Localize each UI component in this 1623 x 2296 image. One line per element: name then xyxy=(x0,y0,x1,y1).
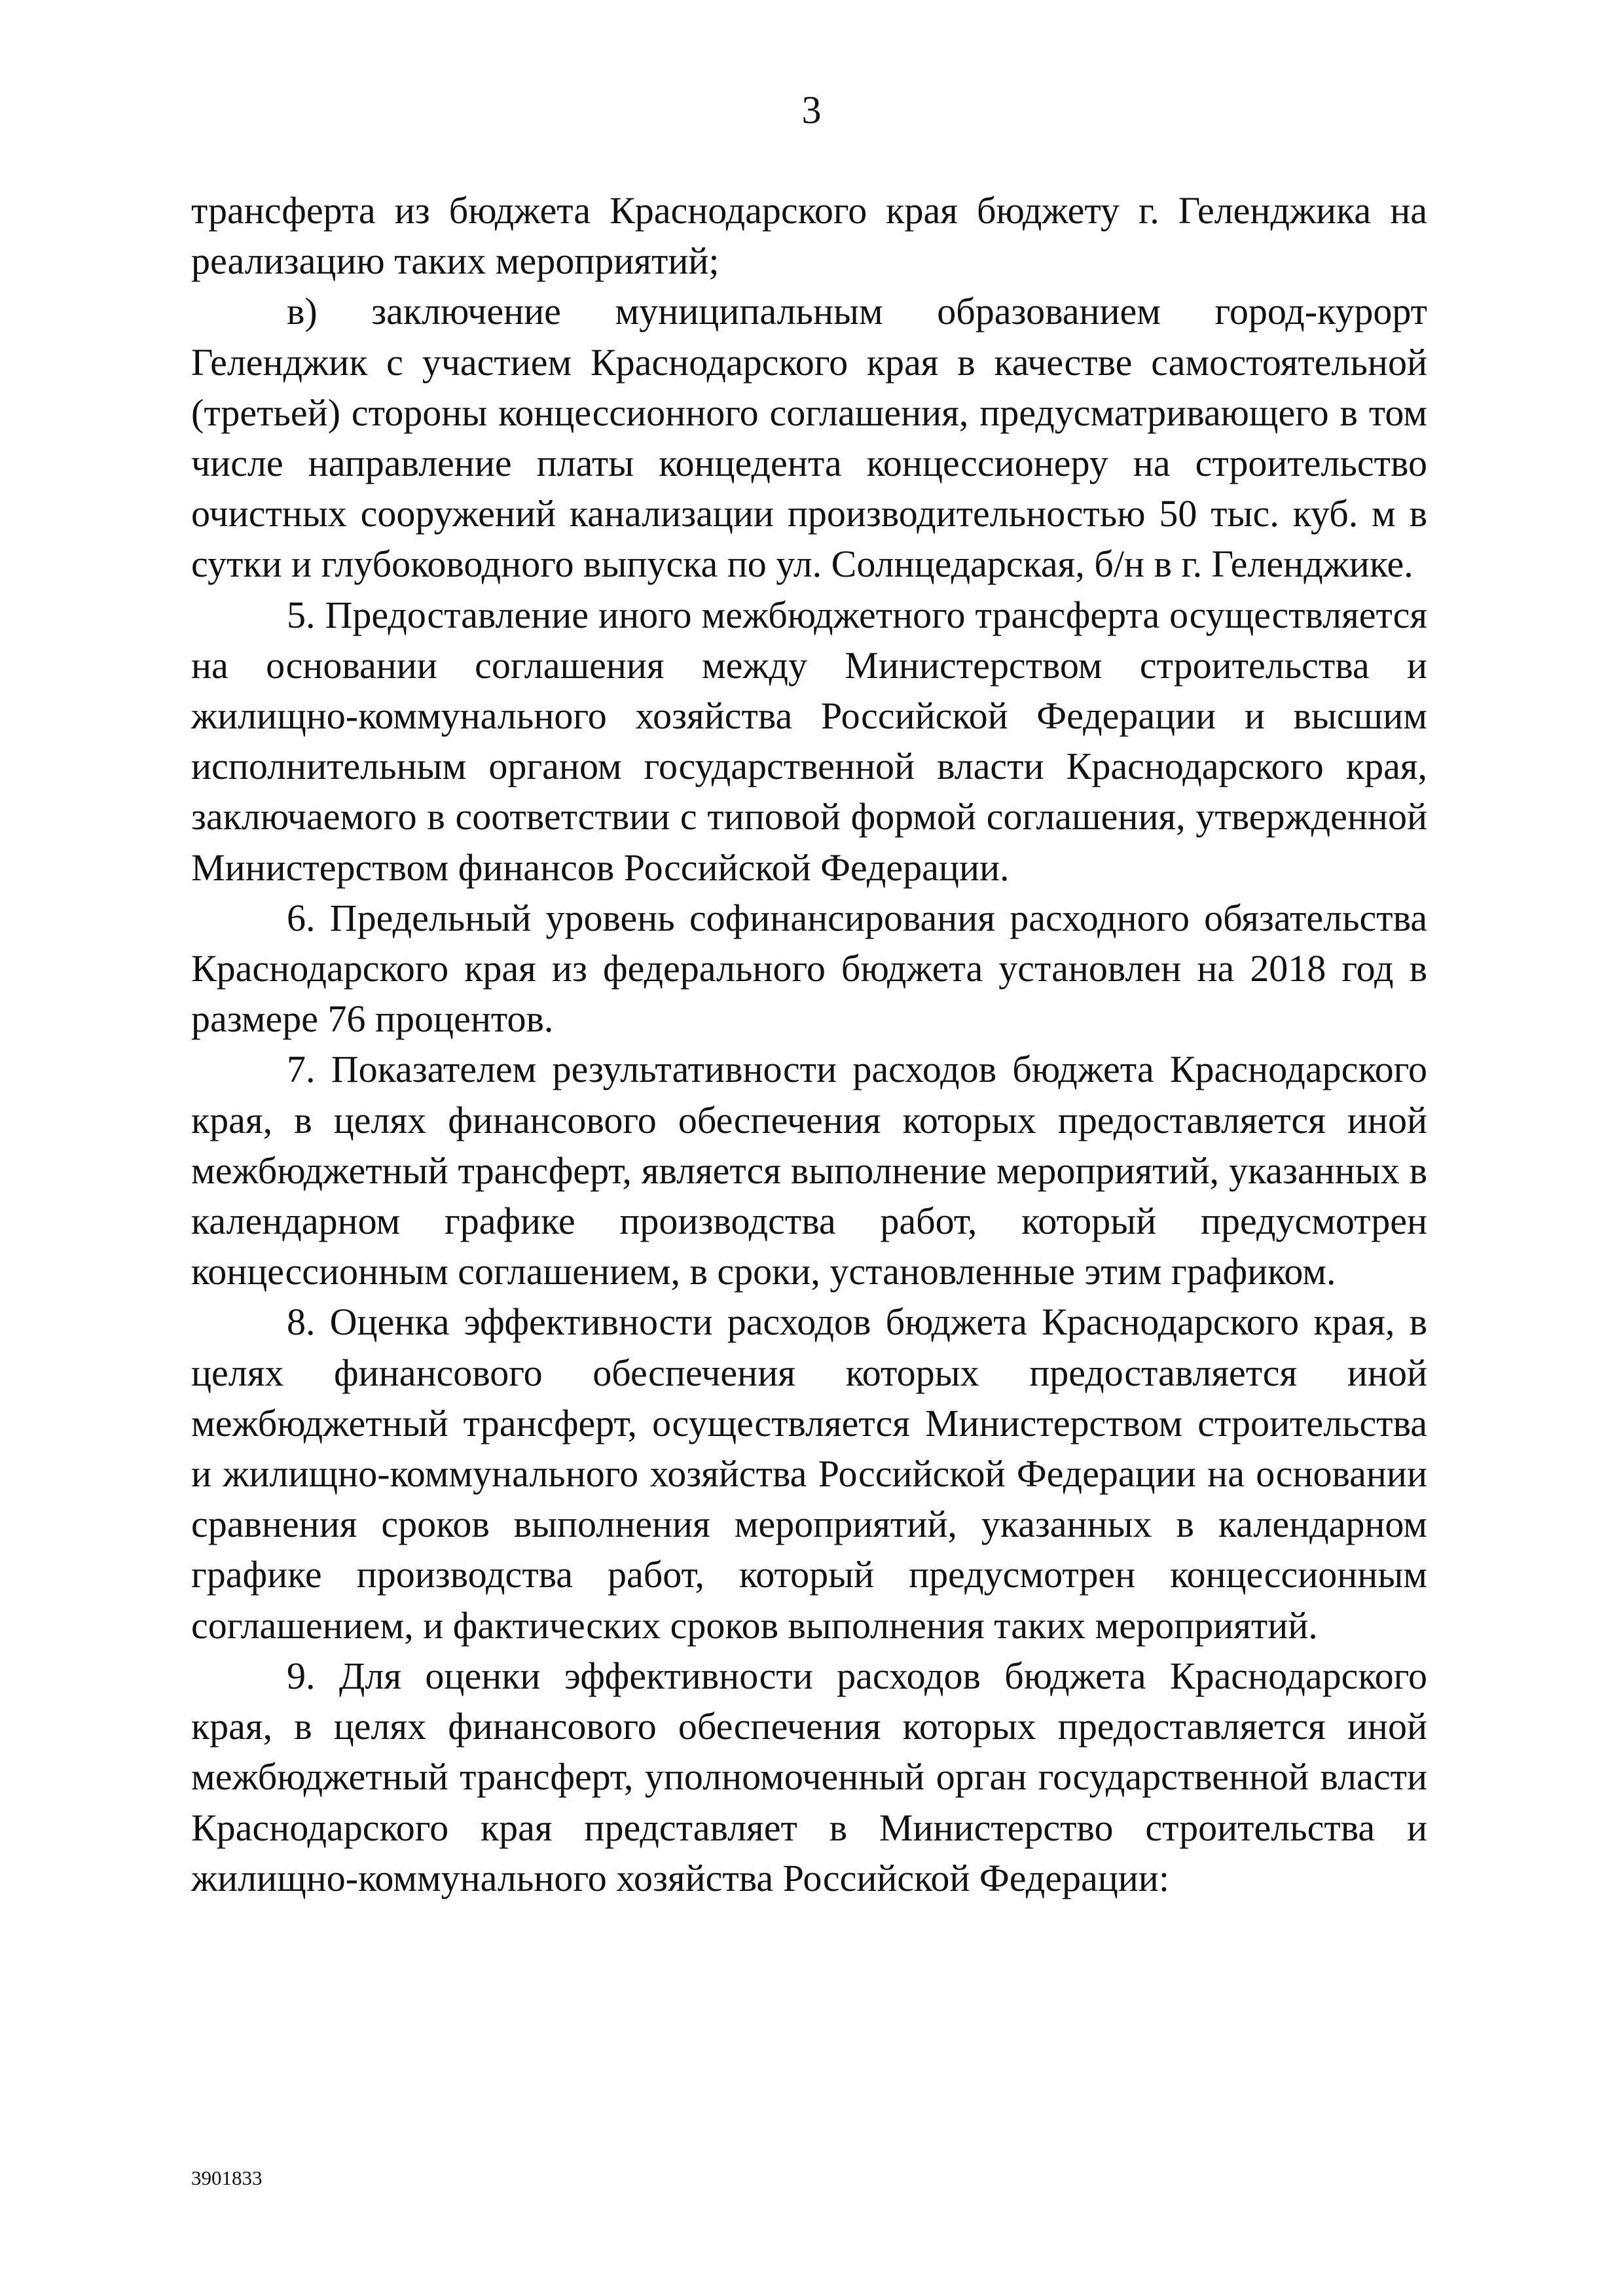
paragraph-8: 8. Оценка эффективности расходов бюджета Краснодарского края, в целях финансового обеспечения которых предоставляется иной межбюджетный трансферт, осуществляется Министерством строительства и жилищно-коммунального хозяйства Российской Федерации на основании сравнения сроков выполнения мероприятий, указанных в календарном графике производства работ, который предусмотрен концессионным соглашением, и фактических сроков выполнения таких мероприятий. xyxy=(191,1300,1427,1647)
page-number: 3 xyxy=(801,88,822,132)
document-code: 3901833 xyxy=(191,2166,263,2189)
paragraph-item-v: в) заключение муниципальным образованием город-курорт Геленджик с участием Краснодарского края в качестве самостоятельной (третьей) стороны концессионного соглашения, предусматривающего в том числе направление платы концедента концессионеру на строительство очистных сооружений канализации производительностью 50 тыс. куб. м в сутки и глубоководного выпуска по ул. Солнцедарская, б/н в г. Геленджике. xyxy=(191,290,1427,586)
paragraph-7: 7. Показателем результативности расходов бюджета Краснодарского края, в целях финансового обеспечения которых предоставляется иной межбюджетный трансферт, является выполнение мероприятий, указанных в календарном графике производства работ, который предусмотрен концессионным соглашением, в сроки, установленные этим графиком. xyxy=(191,1048,1427,1293)
document-body xyxy=(191,185,1427,1903)
paragraph-6: 6. Предельный уровень софинансирования расходного обязательства Краснодарского края из федерального бюджета установлен на 2018 год в размере 76 процентов. xyxy=(191,896,1427,1041)
paragraph-5: 5. Предоставление иного межбюджетного трансферта осуществляется на основании соглашения между Министерством строительства и жилищно-коммунального хозяйства Российской Федерации и высшим исполнительным органом государственной власти Краснодарского края, заключаемого в соответствии с типовой формой соглашения, утвержденной Министерством финансов Российской Федерации. xyxy=(191,593,1427,889)
paragraph-9: 9. Для оценки эффективности расходов бюджета Краснодарского края, в целях финансового обеспечения которых предоставляется иной межбюджетный трансферт, уполномоченный орган государственной власти Краснодарского края представляет в Министерство строительства и жилищно-коммунального хозяйства Российской Федерации: xyxy=(191,1654,1427,1899)
paragraph-continuation: трансферта из бюджета Краснодарского края бюджету г. Геленджика на реализацию таких мероприятий; xyxy=(191,189,1427,283)
